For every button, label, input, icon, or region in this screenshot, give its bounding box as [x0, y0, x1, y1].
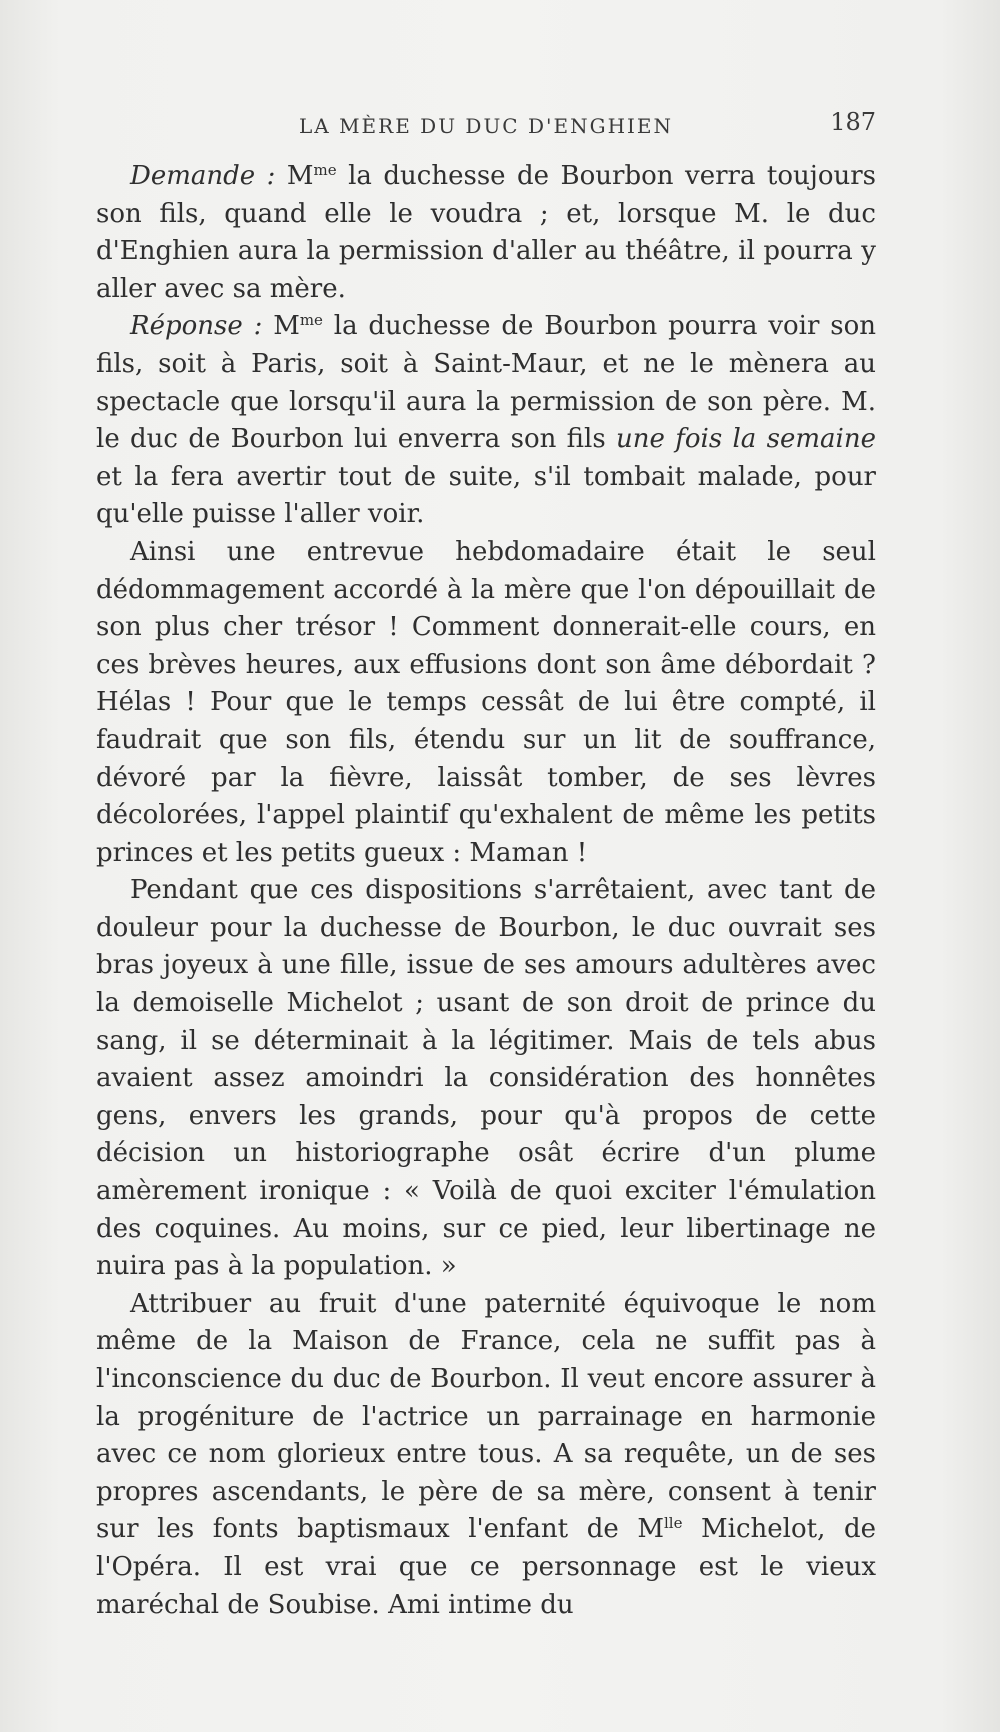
abbr-madame: M: [273, 311, 300, 342]
page-number: 187: [830, 108, 876, 136]
attribuer-text-2: Michelot, de l'Opéra. Il est vrai que ce personnage est le vieux maréchal de Soubise. Ami intime du: [96, 1514, 876, 1620]
abbr-sup: lle: [663, 1514, 683, 1533]
attribuer-text-1: Attribuer au fruit d'une paternité équivoque le nom même de la Maison de France, cela ne suffit pas à l'inconscience du duc de Bourbon. Il veut encore assurer à la progéniture de l'actrice un parrainage en harmonie avec ce nom glorieux entre tous. A sa requête, un de ses propres ascendants, le père de sa mère, consent à tenir sur les fonts baptismaux l'enfant de: [96, 1288, 876, 1545]
demande-text: la duchesse de Bourbon verra toujours son fils, quand elle le voudra ; et, lorsque M. le duc d'Enghien aura la permission d'aller au théâtre, il pourra y aller avec sa mère.: [96, 161, 877, 304]
paragraph-attribuer: [96, 1286, 876, 1624]
lead-reponse: Réponse :: [130, 311, 263, 342]
lead-demande: Demande :: [130, 161, 276, 191]
running-head: [96, 108, 876, 148]
abbr-madame: M: [286, 161, 314, 191]
reponse-italic: une fois la semaine: [616, 424, 876, 455]
paragraph-pendant: Pendant que ces dispositions s'arrêtaient, avec tant de douleur pour la duchesse de Bourbon, le duc ouvrait ses bras joyeux à une fille, issue de ses amours adultères avec la demoiselle Michelot ; usant de son droit de prince du sang, il se déterminait à la légitimer. Mais de tels abus avaient assez amoindri la considération des honnêtes gens, envers les grands, pour qu'à propos de cette décision un historiographe osât écrire d'un plume amèrement ironique : « Voilà de quoi exciter l'émulation des coquines. Au moins, sur ce pied, leur libertinage ne nuira pas à la population. »: [96, 875, 876, 1282]
running-title: LA MÈRE DU DUC D'ENGHIEN: [298, 114, 674, 138]
reponse-text-2: et la fera avertir tout de suite, s'il tombait malade, pour qu'elle puisse l'aller voir.: [96, 461, 876, 530]
abbr-mademoiselle: M: [637, 1514, 664, 1545]
paragraph-demande: [96, 158, 876, 308]
paragraph-reponse: [96, 308, 876, 534]
abbr-sup: me: [299, 311, 323, 330]
paragraph-ainsi: Ainsi une entrevue hebdomadaire était le seul dédommagement accordé à la mère que l'on dépouillait de son plus cher trésor ! Comment donnerait-elle cours, en ces brèves heures, aux effusions dont son âme débordait ? Hélas ! Pour que le temps cessât de lui être compté, il faudrait que son fils, étendu sur un lit de souffrance, dévoré par la fièvre, laissât tomber, de ses lèvres décolorées, l'appel plaintif qu'exhalent de même les petits princes et les petits gueux : Maman !: [96, 536, 876, 868]
abbr-sup: me: [313, 161, 337, 179]
body-text: [96, 158, 876, 1624]
reponse-text-1: la duchesse de Bourbon pourra voir son fils, soit à Paris, soit à Saint-Maur, et ne le mènera au spectacle que lorsqu'il aura la permission de son père. M. le duc de Bourbon lui enverra son fils: [96, 311, 877, 455]
